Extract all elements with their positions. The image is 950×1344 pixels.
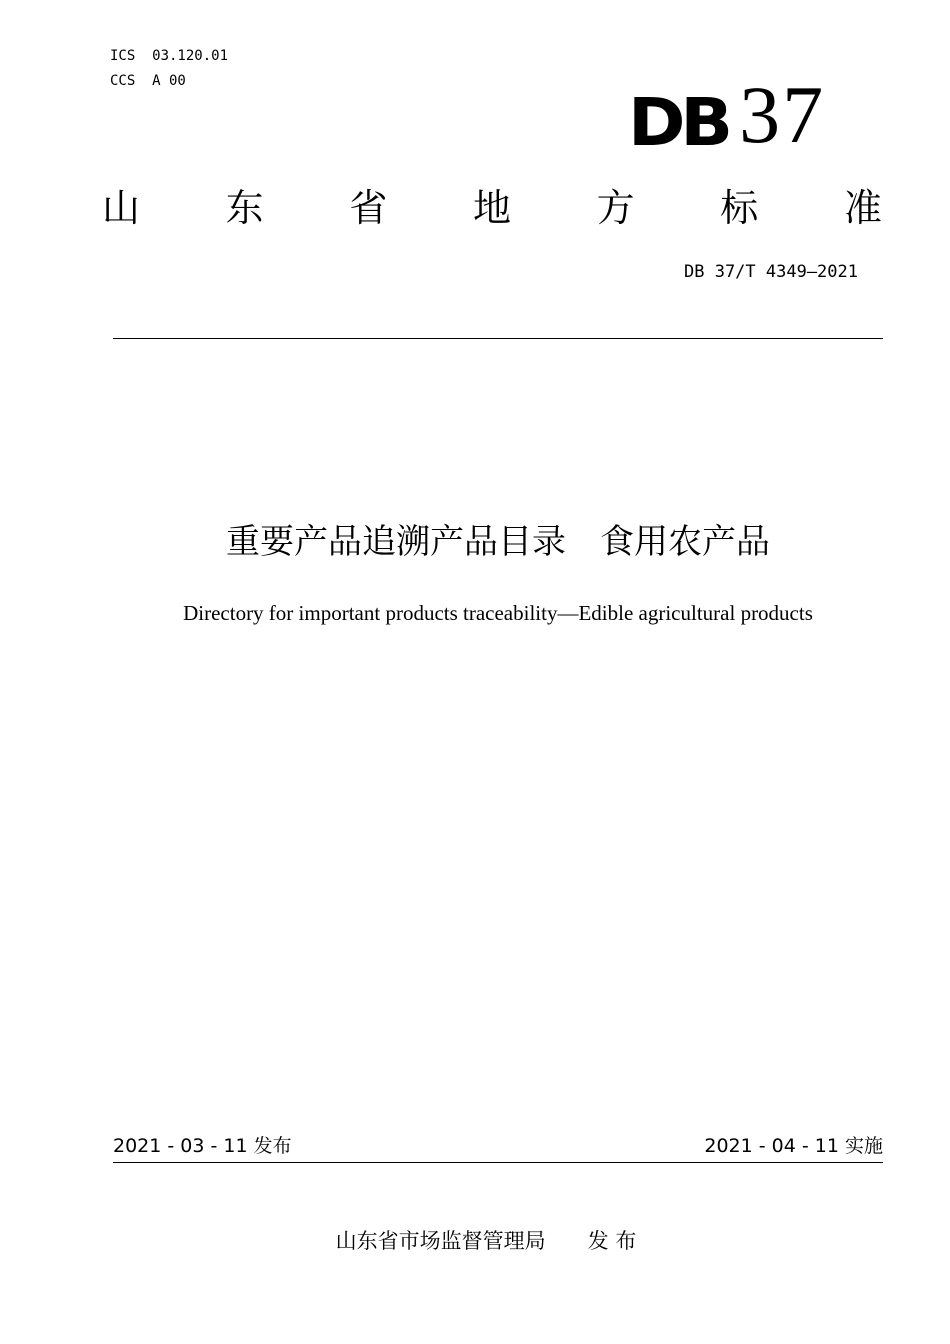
top-divider (113, 338, 883, 339)
logo-number: 37 (739, 69, 826, 160)
implementation-date: 2021 - 04 - 11 实施 (704, 1135, 883, 1157)
document-title-chinese: 重要产品追溯产品目录 食用农产品 (226, 522, 770, 562)
standard-type-heading (102, 185, 882, 231)
ccs-code: CCS A 00 (110, 73, 186, 89)
standard-type-char: 省 (349, 186, 388, 230)
standard-type-char: 地 (472, 186, 511, 230)
standard-type-char: 山 (102, 186, 141, 230)
issuing-authority: 山东省市场监督管理局 发 布 (335, 1229, 637, 1253)
standard-type-char: 东 (225, 186, 264, 230)
issue-date: 2021 - 03 - 11 发布 (113, 1135, 292, 1157)
ics-code: ICS 03.120.01 (110, 48, 229, 64)
bottom-divider (113, 1162, 883, 1163)
standard-type-char: 标 (720, 186, 759, 230)
standard-type-char: 方 (596, 186, 635, 230)
logo-prefix: DB (628, 84, 728, 161)
standard-number: DB 37/T 4349—2021 (684, 262, 858, 282)
db-logo (628, 69, 826, 161)
document-title-english: Directory for important products traceability—Edible agricultural products (183, 601, 813, 625)
standard-type-char: 准 (843, 186, 882, 230)
